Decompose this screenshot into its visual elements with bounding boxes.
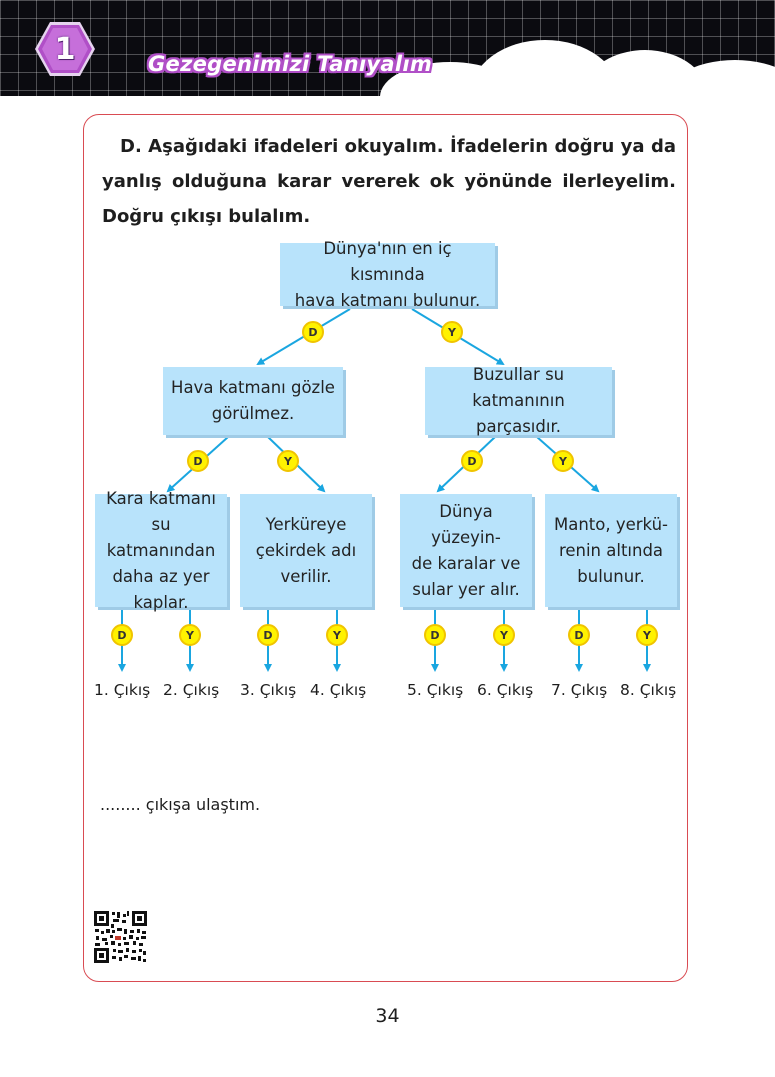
exit-label-1: 1. Çıkış xyxy=(94,681,151,699)
exit-label-6: 6. Çıkış xyxy=(477,681,534,699)
true-badge: D xyxy=(424,624,446,646)
statement-line: Buzullar su katmanının xyxy=(472,365,565,410)
exit-label-3: 3. Çıkış xyxy=(240,681,297,699)
statement-line: parçasıdır. xyxy=(476,417,561,436)
statement-line: görülmez. xyxy=(211,404,295,423)
false-badge: Y xyxy=(277,450,299,472)
instruction-text: D. Aşağıdaki ifadeleri okuyalım. İfadelerin doğru ya da yanlış olduğuna karar vererek ok yönünde ilerleyelim. Doğru çıkışı bulalım. xyxy=(102,136,676,227)
exit-label-7: 7. Çıkış xyxy=(551,681,608,699)
statement-box-l3-4 xyxy=(545,494,677,607)
statement-line: Kara katmanı xyxy=(106,488,216,508)
unit-number: 1 xyxy=(54,31,76,67)
true-badge: D xyxy=(187,450,209,472)
qr-code-icon[interactable] xyxy=(93,910,148,964)
statement-box-l2-left xyxy=(163,367,343,435)
false-badge: Y xyxy=(552,450,574,472)
false-badge: Y xyxy=(326,624,348,646)
statement-line: daha az yer xyxy=(112,566,210,586)
statement-line: çekirdek adı xyxy=(255,540,357,560)
false-badge: Y xyxy=(179,624,201,646)
statement-box-l3-3 xyxy=(400,494,532,607)
statement-line: bulunur. xyxy=(577,566,645,586)
page-number: 34 xyxy=(375,1005,400,1027)
false-badge: Y xyxy=(636,624,658,646)
statement-line: Yerküreye xyxy=(265,514,347,534)
statement-line: Hava katmanı gözle xyxy=(171,378,335,397)
true-badge: D xyxy=(111,624,133,646)
true-badge: D xyxy=(568,624,590,646)
answer-line: ........ çıkışa ulaştım. xyxy=(100,795,261,814)
false-badge: Y xyxy=(493,624,515,646)
true-badge: D xyxy=(257,624,279,646)
statement-line: de karalar ve xyxy=(411,553,521,573)
statement-line: Manto, yerkü- xyxy=(553,514,669,534)
statement-line: su katmanından xyxy=(106,514,216,560)
statement-box-l3-2 xyxy=(240,494,372,607)
statement-line: Dünya'nın en iç kısmında xyxy=(323,238,452,284)
true-badge: D xyxy=(302,321,324,343)
statement-line: verilir. xyxy=(280,566,332,586)
statement-line: renin altında xyxy=(558,540,664,560)
statement-line: hava katmanı bulunur. xyxy=(294,290,481,310)
statement-line: kaplar. xyxy=(133,592,189,612)
statement-box-l3-1 xyxy=(95,488,227,612)
statement-box-root xyxy=(280,238,495,310)
false-badge: Y xyxy=(441,321,463,343)
unit-title: Gezegenimizi Tanıyalım xyxy=(148,52,433,76)
statement-box-l2-right xyxy=(425,367,612,435)
exit-label-5: 5. Çıkış xyxy=(407,681,464,699)
exit-label-2: 2. Çıkış xyxy=(163,681,220,699)
exit-label-4: 4. Çıkış xyxy=(310,681,367,699)
statement-line: sular yer alır. xyxy=(412,579,520,599)
true-badge: D xyxy=(461,450,483,472)
exit-label-8: 8. Çıkış xyxy=(620,681,677,699)
statement-line: Dünya yüzeyin- xyxy=(431,501,501,547)
